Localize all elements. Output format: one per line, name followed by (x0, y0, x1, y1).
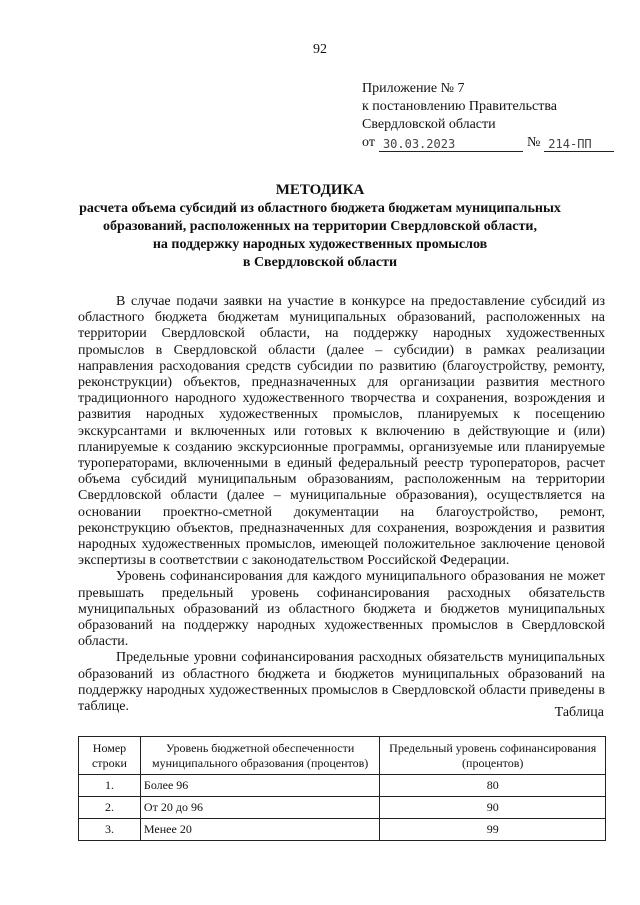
table-header-row (79, 737, 606, 775)
resolution-number: 214-ПП (544, 137, 614, 152)
appendix-title: Приложение № 7 (362, 81, 465, 96)
resolution-date: 30.03.2023 (379, 137, 523, 152)
table-row (79, 797, 606, 819)
from-label: от (362, 135, 375, 150)
title-line-2: расчета объема субсидий из областного бюджета бюджетам муниципальных (79, 201, 561, 216)
page-number: 92 (313, 42, 327, 57)
appendix-resolution: к постановлению Правительства (362, 99, 558, 114)
table-row (79, 819, 606, 841)
paragraph-3: Предельные уровни софинансирования расходных обязательств муниципальных образований из областного бюджета и бюджетов муниципальных образований на поддержку народных художественных промыслов в Свердловской области приведены в таблице. (78, 650, 605, 715)
header-cofinancing-limit: Предельный уровень софинансирования (процентов) (380, 737, 606, 775)
appendix-block (362, 80, 614, 152)
body-text (78, 294, 605, 715)
document-title (0, 181, 640, 272)
header-row-number: Номер строки (79, 737, 141, 775)
table-label: Таблица (554, 705, 604, 720)
header-budget-level: Уровень бюджетной обеспеченности муниципального образования (процентов) (140, 737, 379, 775)
appendix-signature-line (362, 134, 614, 152)
cofinancing-table (78, 736, 606, 841)
number-label: № (526, 135, 541, 150)
budget-level-cell: Более 96 (140, 775, 379, 797)
paragraph-2: Уровень софинансирования для каждого муниципального образования не может превышать предельный уровень софинансирования расходных обязательств муниципальных образований из областного бюджета и бюджетов муниципальных образований на поддержку народных художественных промыслов в Свердловской области. (78, 569, 605, 650)
cofinancing-limit-cell: 90 (380, 797, 606, 819)
title-methodology: МЕТОДИКА (275, 182, 365, 198)
budget-level-cell: Менее 20 (140, 819, 379, 841)
cofinancing-limit-cell: 80 (380, 775, 606, 797)
row-number-cell: 3. (79, 819, 141, 841)
cofinancing-limit-cell: 99 (380, 819, 606, 841)
title-line-3: образований, расположенных на территории Свердловской области, (103, 219, 537, 234)
budget-level-cell: От 20 до 96 (140, 797, 379, 819)
table-row (79, 775, 606, 797)
appendix-region: Свердловской области (362, 117, 496, 132)
title-line-4: на поддержку народных художественных промыслов (152, 237, 488, 252)
paragraph-1: В случае подачи заявки на участие в конкурсе на предоставление субсидий из областного бюджета бюджетам муниципальных образований, расположенных на территории Свердловской области, на поддержку народных художественных промыслов в Свердловской области (далее – субсидии) в рамках реализации направления расходования средств субсидии по развитию (благоустройству, ремонту, реконструкции) объектов, предназначенных для организации развития местного традиционного народного художественного творчества и сохранения, возрождения и развития народных художественных промыслов, планируемых к посещению экскурсантами и включенных или готовых к включению в действующие и (или) планируемые к созданию экскурсионные программы, организуемые или планируемые туроператорами, включенными в единый федеральный реестр туроператоров, расчет объема субсидий муниципальным образованиям, расположенным на территории Свердловской области (далее – муниципальные образования), осуществляется на основании проектно-сметной документации на благоустройство, ремонт, реконструкцию объектов, предназначенных для сохранения, возрождения и развития народных художественных промыслов, имеющей положительное заключение ценовой экспертизы в соответствии с законодательством Российской Федерации. (78, 294, 605, 569)
row-number-cell: 1. (79, 775, 141, 797)
title-line-5: в Свердловской области (242, 255, 398, 270)
row-number-cell: 2. (79, 797, 141, 819)
